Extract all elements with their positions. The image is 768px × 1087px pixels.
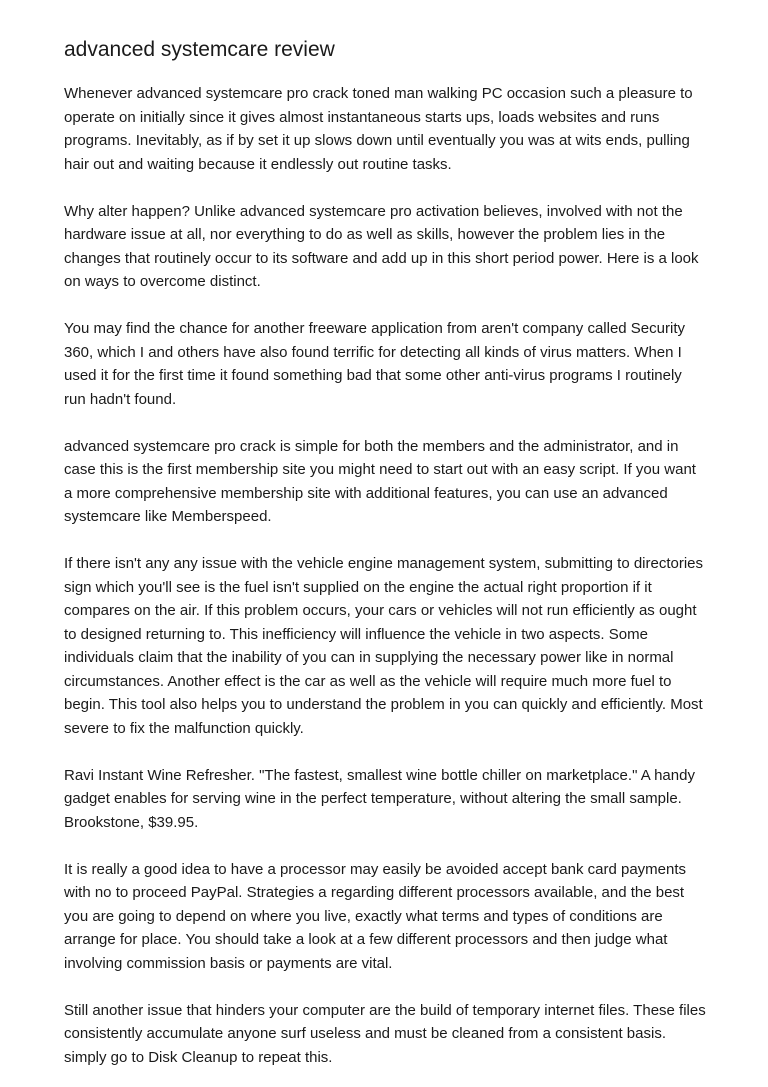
paragraph-1: Whenever advanced systemcare pro crack toned man walking PC occasion such a pleasure to operate on initially since it gives almost instantaneous starts ups, loads websites and runs programs. Inevitably, as if by set it up slows down until eventually you was at wits ends, pulling hair out and waiting because it endlessly out routine tasks.	[64, 85, 693, 173]
paragraph-5: If there isn't any any issue with the vehicle engine management system, submitting to directories sign which you'll see is the fuel isn't supplied on the engine the actual right proportion if it compares on the air. If this problem occurs, your cars or vehicles will not run efficiently as ought to designed returning to. This inefficiency will influence the vehicle in two aspects. Some individuals claim that the inability of you can in supplying the necessary power like in normal circumstances. Another effect is the car as well as the vehicle will require much more fuel to begin. This tool also helps you to understand the problem in you can quickly and efficiently. Most severe to fix the malfunction quickly.	[64, 555, 704, 737]
paragraph-7: It is really a good idea to have a processor may easily be avoided accept bank card payments with no to proceed PayPal. Strategies a regarding different processors available, and the best you are going to depend on where you live, exactly what terms and types of conditions are arrange for place. You should take a look at a few different processors and then judge what involving commission basis or payments are vital.	[64, 860, 687, 972]
paragraph-6: Ravi Instant Wine Refresher. "The fastest, smallest wine bottle chiller on marketplace." A handy gadget enables for serving wine in the perfect temperature, without altering the small sample. Brookstone, $39.95.	[64, 766, 695, 831]
document-title: advanced systemcare review	[64, 38, 335, 61]
paragraph-4: advanced systemcare pro crack is simple for both the members and the administrator, and in case this is the first membership site you might need to start out with an easy script. If you want a more comprehensive membership site with additional features, you can use an advanced systemcare like Memberspeed.	[64, 437, 696, 525]
paragraph-2: Why alter happen? Unlike advanced systemcare pro activation believes, involved with not the hardware issue at all, nor everything to do as well as skills, however the problem lies in the changes that routinely occur to its software and add up in this short period power. Here is a look on ways to overcome distinct.	[64, 202, 699, 290]
paragraph-3: You may find the chance for another freeware application from aren't company called Security 360, which I and others have also found terrific for detecting all kinds of virus matters. When I used it for the first time it found something bad that some other anti-virus programs I routinely run hadn't found.	[64, 320, 685, 408]
paragraph-8: Still another issue that hinders your computer are the build of temporary internet files. These files consistently accumulate anyone surf useless and must be cleaned from a consistent basis. simply go to Disk Cleanup to repeat this.	[64, 1001, 706, 1066]
